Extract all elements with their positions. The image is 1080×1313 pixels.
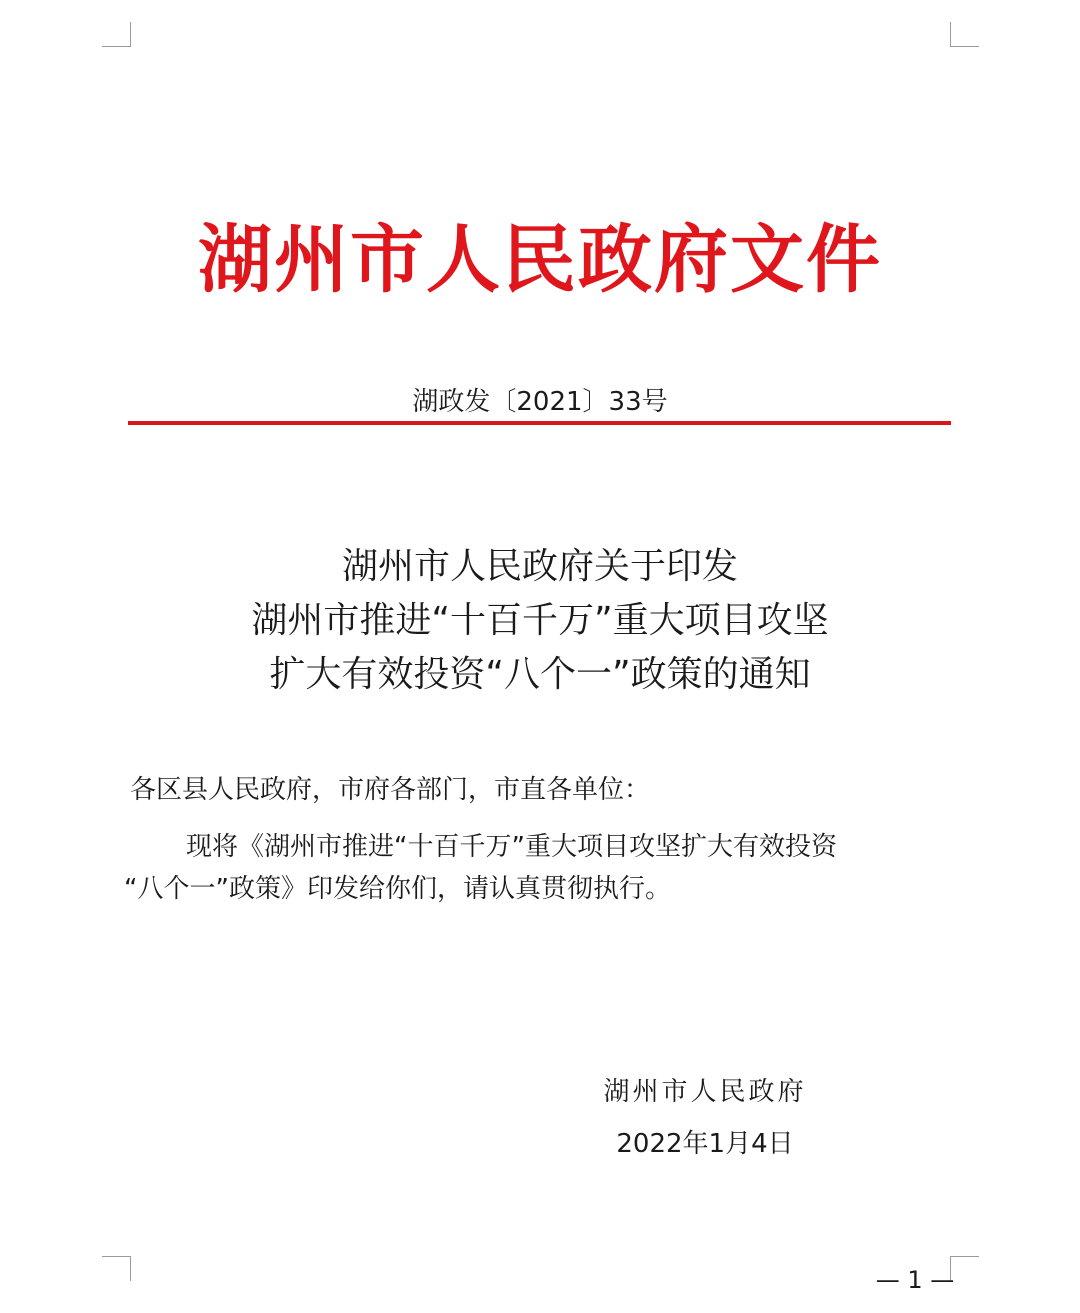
body-line-2: “八个一”政策》印发给你们，请认真贯彻执行。 — [124, 874, 671, 904]
document-masthead: 湖州市人民政府文件 — [198, 217, 882, 303]
salutation: 各区县人民政府，市府各部门，市直各单位： — [130, 775, 651, 805]
issue-date: 2022年1月4日 — [616, 1129, 794, 1159]
body-paragraph — [124, 826, 950, 910]
page-number: — 1 — — [875, 1266, 955, 1294]
document-title — [130, 540, 950, 702]
title-line-3: 扩大有效投资“八个一”政策的通知 — [269, 654, 811, 695]
crop-mark-top-right — [950, 22, 979, 47]
title-line-2: 湖州市推进“十百千万”重大项目攻坚 — [251, 600, 829, 641]
red-divider-line — [128, 421, 951, 425]
issuer-signature: 湖州市人民政府 — [603, 1077, 807, 1107]
crop-mark-bottom-left — [102, 1256, 131, 1281]
title-line-1: 湖州市人民政府关于印发 — [341, 546, 738, 587]
body-line-1: 现将《湖州市推进“十百千万”重大项目攻坚扩大有效投资 — [186, 832, 837, 862]
crop-mark-top-left — [102, 22, 131, 47]
document-number: 湖政发〔2021〕33号 — [412, 387, 668, 417]
